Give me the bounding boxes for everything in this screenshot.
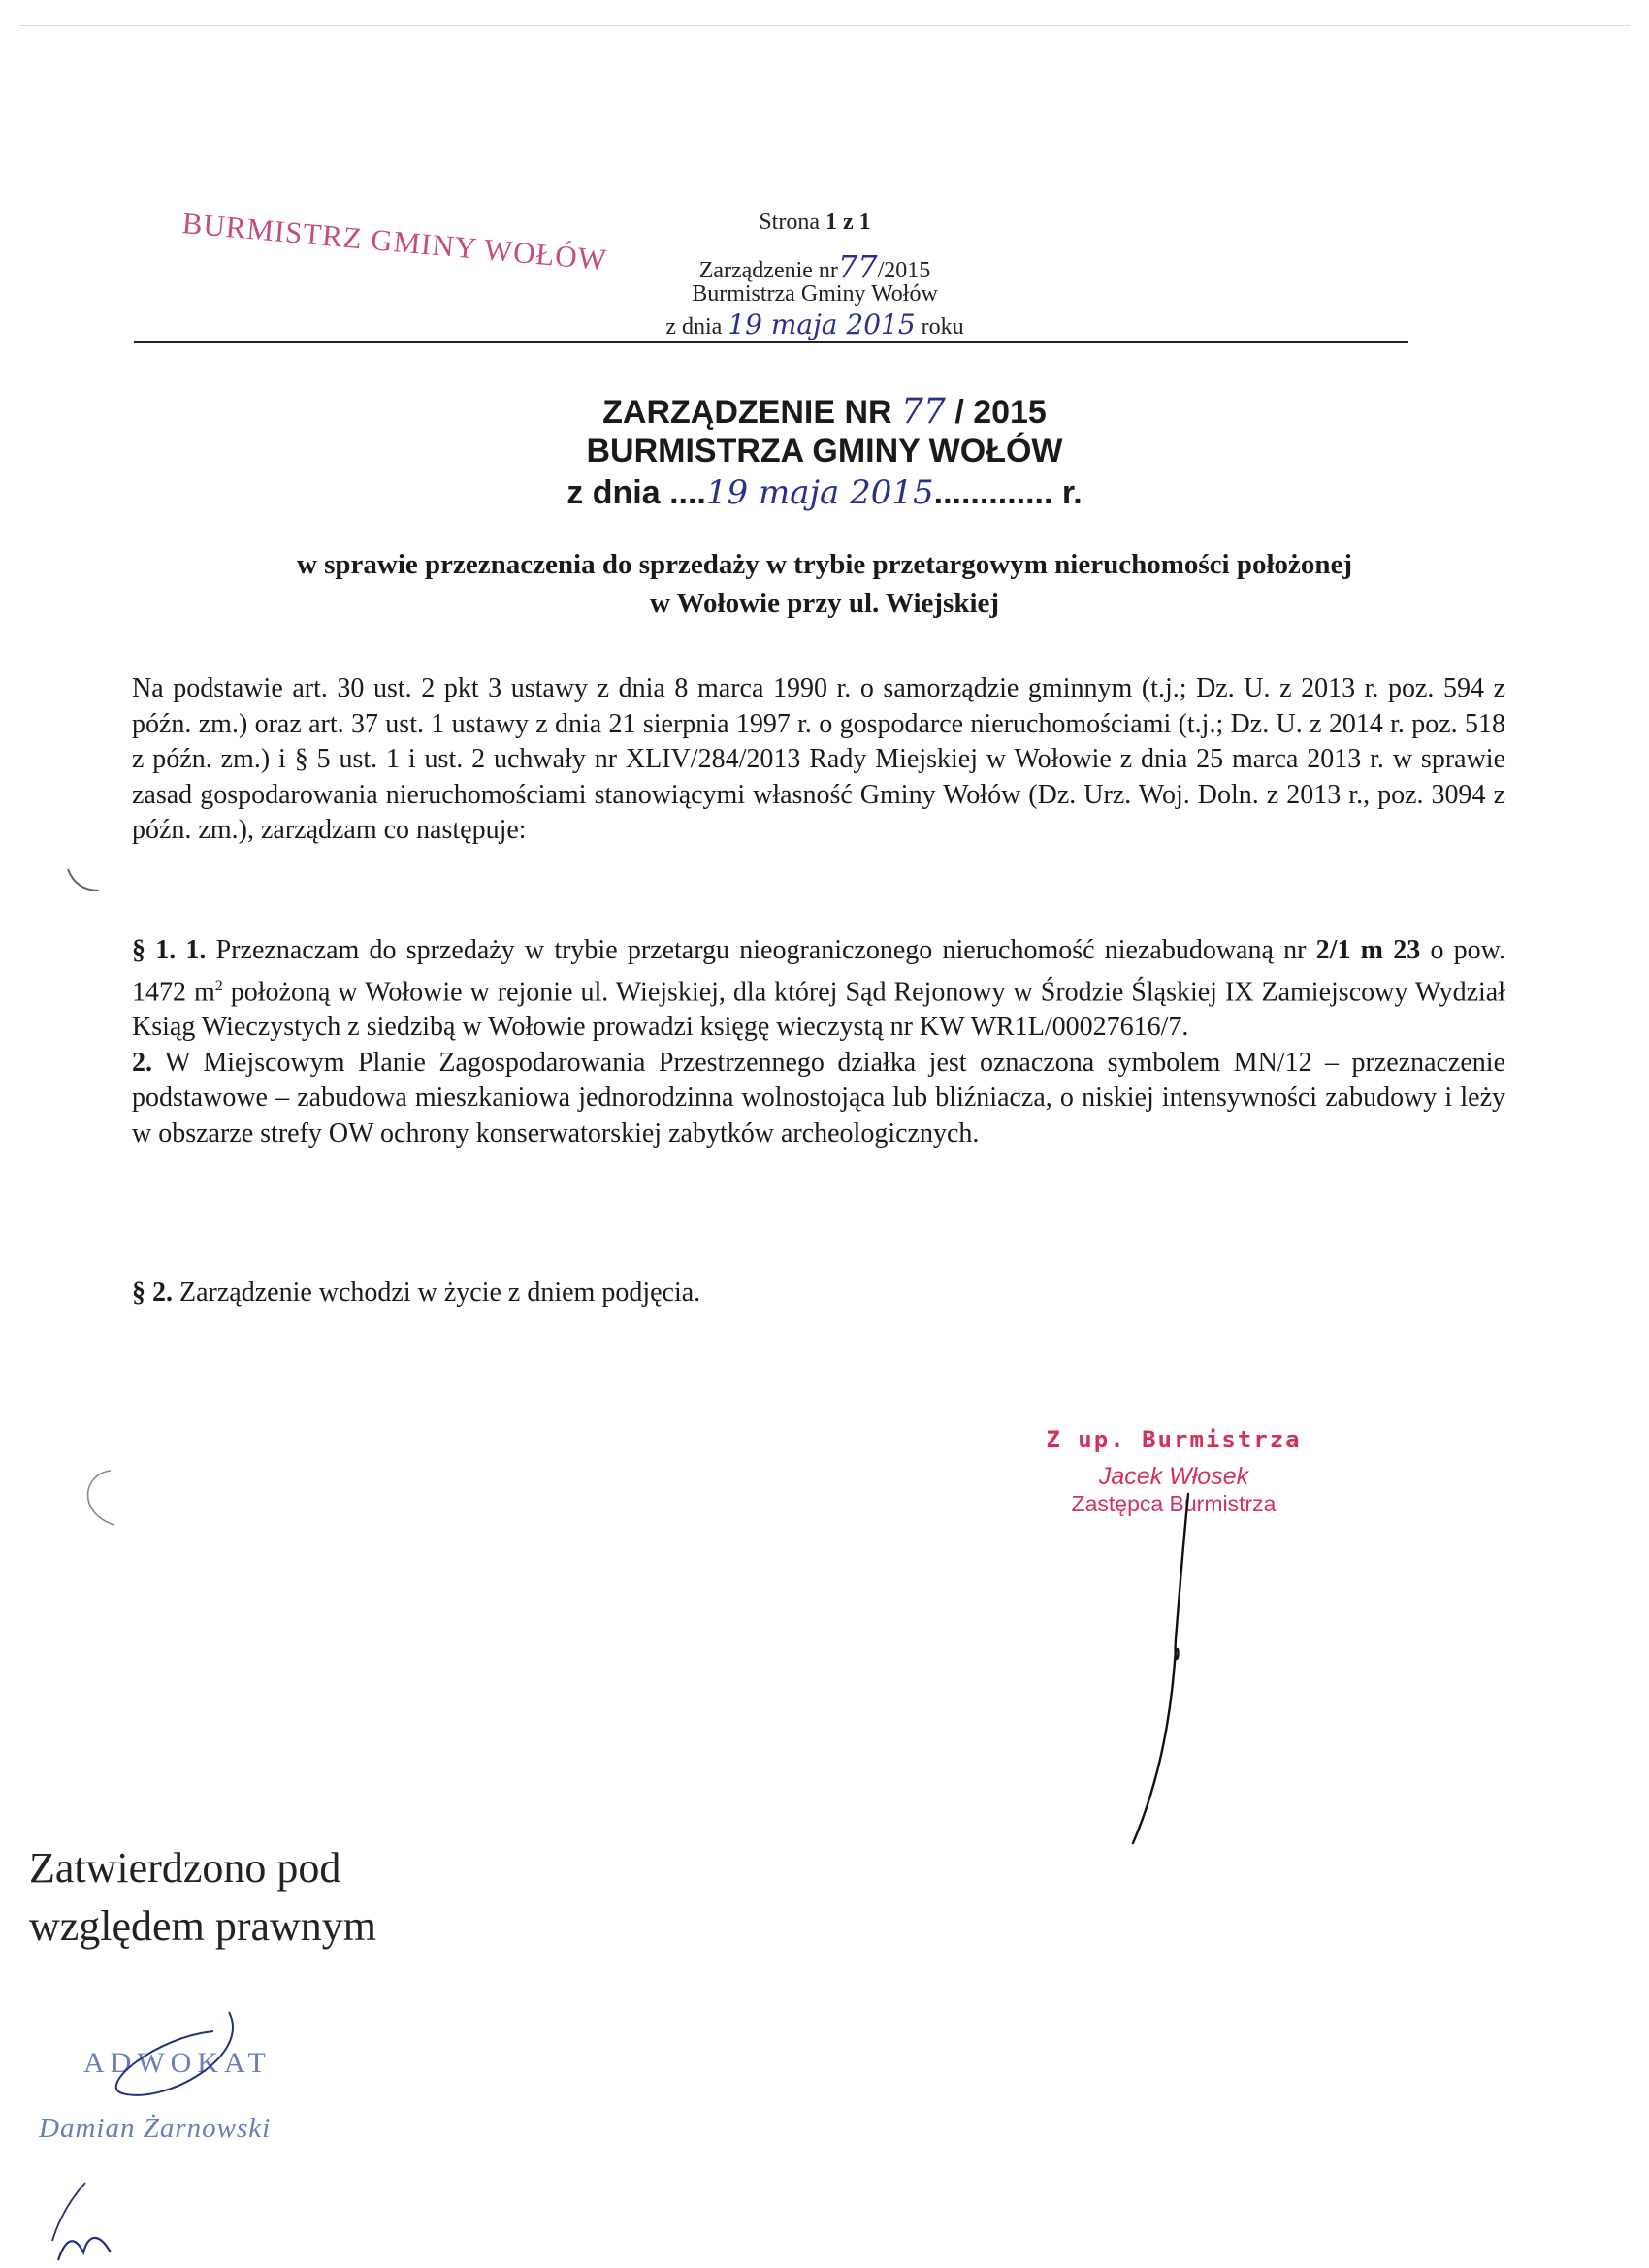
signature-scribble <box>1116 1484 1212 1853</box>
page-number: 1 <box>825 210 837 235</box>
header-order-line <box>543 248 1086 285</box>
signature-stamp-line1: Z up. Burmistrza <box>1046 1426 1302 1453</box>
date-prefix: z dnia <box>665 314 723 340</box>
title-date-suffix: r. <box>1061 474 1083 511</box>
signature-stamp-role: Zastępca Burmistrza <box>1071 1491 1277 1516</box>
scan-edge-line <box>19 25 1630 26</box>
plot-number: 2/1 <box>1315 935 1351 965</box>
map-number: 23 <box>1393 935 1421 965</box>
approval-line1: Zatwierdzono pod <box>29 1844 341 1892</box>
area-text: o pow. 1472 m <box>132 935 1506 1007</box>
section-2-label: § 2. <box>132 1278 173 1308</box>
section-1-label: § 1. 1. <box>132 935 207 965</box>
advocate-name: Damian Żarnowski <box>39 2113 272 2144</box>
section-1-point-2-label: 2. <box>132 1047 152 1078</box>
approval-line2: względem prawnym <box>29 1902 376 1950</box>
section-1-text-a: Przeznaczam do sprzedaży w trybie przetargu nieograniczonego nieruchomość niezabudowaną nr <box>215 935 1307 965</box>
handwritten-title-date: 19 maja 2015 <box>705 473 934 512</box>
document-title-date <box>291 473 1358 512</box>
section-2 <box>132 1276 1505 1312</box>
order-prefix: Zarządzenie nr <box>698 258 838 283</box>
subject-line1: w sprawie przeznaczenia do sprzedaży w trybie przetargowym nieruchomości położonej <box>296 549 1353 580</box>
handwritten-title-number: 77 <box>901 392 946 432</box>
header-issuer: Burmistrza Gminy Wołów <box>692 281 938 307</box>
header-date-line <box>543 308 1086 340</box>
map-label: m <box>1360 935 1383 965</box>
section-1-point-1 <box>132 933 1505 1046</box>
document-title-line2: BURMISTRZA GMINY WOŁÓW <box>586 433 1063 470</box>
handwritten-order-number: 77 <box>837 248 878 285</box>
section-1 <box>132 933 1505 1151</box>
legal-basis-text: Na podstawie art. 30 ust. 2 pkt 3 ustawy z dnia 8 marca 1990 r. o samorządzie gminnym (t.j.; Dz. U. z 2013 r. poz. 594 z późn. zm.) oraz art. 37 ust. 1 ustawy z dnia 21 sierpnia 1997 r. o gospodarce nieruchomościami (t.j.; Dz. U. z 2014 r. poz. 518 z późn. zm.) i § 5 ust. 1 i ust. 2 uchwały nr XLIV/284/2013 Rady Miejskiej w Wołowie z dnia 25 marca 2013 r. w sprawie zasad gospodarowania nieruchomościami stanowiącymi własność Gminy Wołów (Dz. Urz. Woj. Doln. z 2013 r., poz. 3094 z późn. zm.), zarządzam co następuje: <box>132 673 1505 845</box>
page-counter <box>543 210 1086 236</box>
subject-line2: w Wołowie przy ul. Wiejskiej <box>649 588 1000 619</box>
title-suffix: / 2015 <box>954 394 1047 431</box>
document-title-line1 <box>291 392 1358 432</box>
handwritten-date: 19 maja 2015 <box>728 308 916 340</box>
title-date-dots-right: ............. <box>933 474 1053 511</box>
title-date-dots-left: .... <box>669 474 706 511</box>
title-prefix: ZARZĄDZENIE NR <box>602 394 892 431</box>
page-of: z <box>843 210 854 235</box>
signature-stamp-name: Jacek Włosek <box>1098 1463 1249 1490</box>
legal-approval-note <box>29 1839 376 1956</box>
issuer-stamp: BURMISTRZ GMINY WOŁÓW <box>180 206 609 277</box>
page-total: 1 <box>858 210 871 235</box>
legal-basis-paragraph <box>132 671 1505 849</box>
advocate-signature <box>29 1998 281 2268</box>
header-divider <box>134 341 1408 343</box>
area-unit-sup: 2 <box>214 977 223 994</box>
section-1-text-d: położoną w Wołowie w rejonie ul. Wiejskiej, dla której Sąd Rejonowy w Środzie Śląskiej IX Zamiejscowy Wydział Ksiąg Wieczystych z siedzibą w Wołowie prowadzi księgę wieczystą nr KW WR1L/00027616/7. <box>132 976 1505 1043</box>
section-1-point-2 <box>132 1046 1505 1152</box>
punch-hole-mark <box>72 1465 130 1533</box>
date-suffix: roku <box>921 314 964 340</box>
order-suffix: /2015 <box>877 258 931 283</box>
title-date-prefix: z dnia <box>566 474 661 511</box>
advocate-title: ADWOKAT <box>83 2047 272 2079</box>
section-2-text: Zarządzenie wchodzi w życie z dniem podjęcia. <box>179 1278 701 1308</box>
scan-mark <box>64 863 103 902</box>
page-label: Strona <box>759 210 820 235</box>
section-1-point-2-text: W Miejscowym Planie Zagospodarowania Przestrzennego działka jest oznaczona symbolem MN/12 – przeznaczenie podstawowe – zabudowa mieszkaniowa jednorodzinna wolnostojąca lub bliźniacza, o niskiej intensywności zabudowy i leży w obszarze strefy OW ochrony konserwatorskiej zabytków archeologicznych. <box>132 1047 1505 1149</box>
